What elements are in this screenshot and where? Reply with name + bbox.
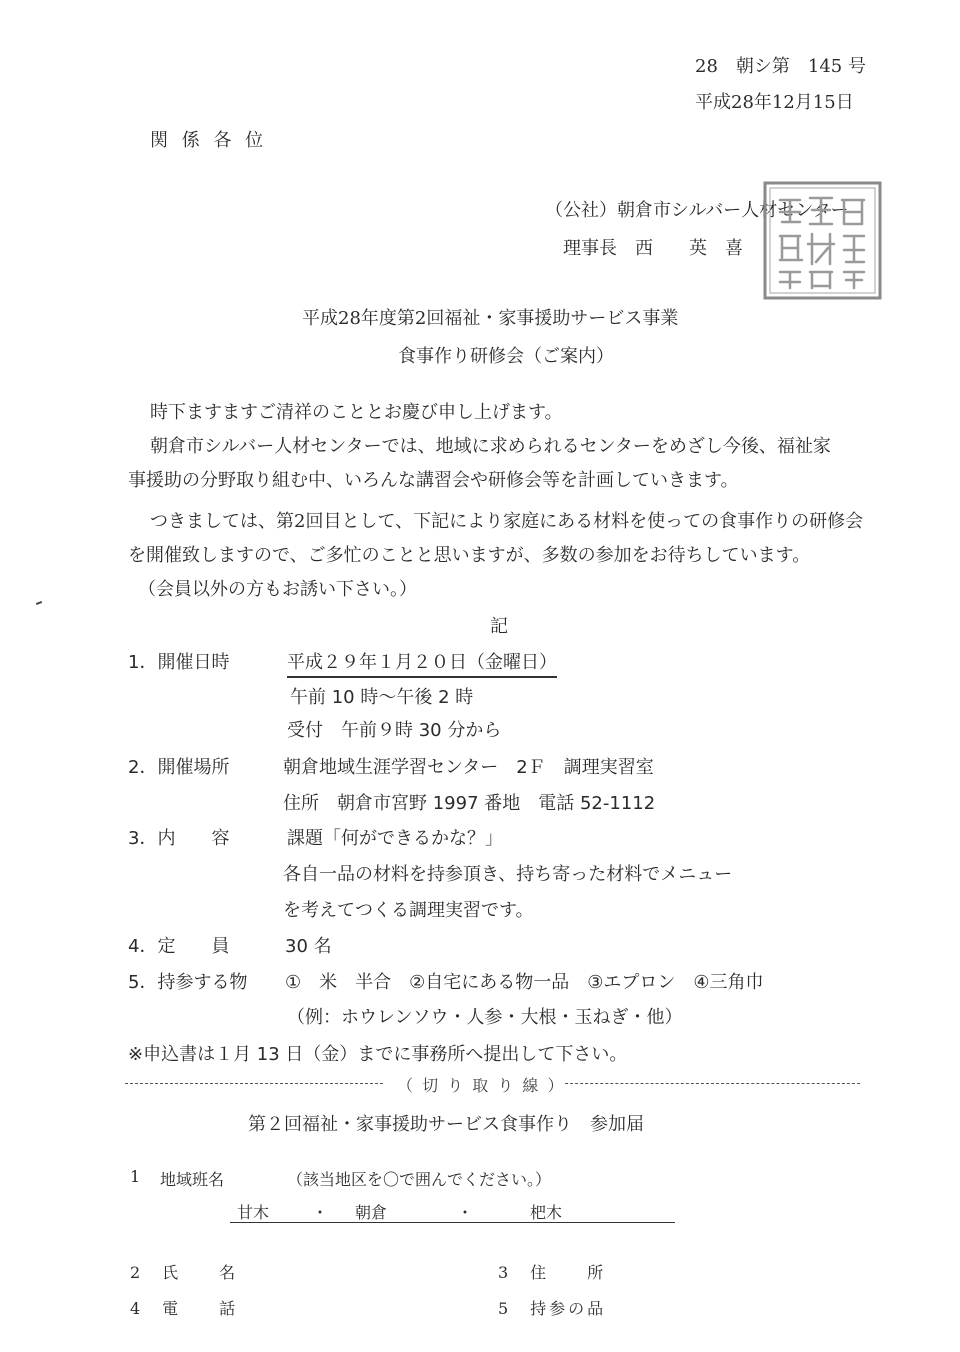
intro-paragraph-line2: 事援助の分野取り組む中、いろんな講習会や研修会等を計画していきます。 [128,470,739,491]
sender-title: 理事長 西 英 喜 [563,238,743,259]
region-option-amagi[interactable]: 甘木 [237,1203,270,1222]
form-field1-note: （該当地区を〇で囲んでください。） [287,1170,552,1189]
form-title: 第２回福祉・家事援助サービス食事作り 参加届 [248,1114,644,1135]
form-field-item[interactable]: 5 持参の品 [498,1299,607,1318]
item3-label: 3．内 容 [128,828,230,849]
item3-description-line2: を考えてつくる調理実習です。 [283,900,534,921]
scan-speck [36,601,42,605]
item1-date: 平成２９年１月２０日（金曜日） [287,648,557,678]
cut-line [125,1070,860,1098]
region-separator: ・ [312,1203,329,1222]
item5-example: （例：ホウレンソウ・人参・大根・玉ねぎ・他） [287,1007,683,1028]
document-date: 平成28年12月15日 [695,92,854,113]
invitation-note: （会員以外の方もお誘い下さい。） [138,579,417,600]
addressee: 関 係 各 位 [150,130,268,151]
item4-label: 4．定 員 [128,936,230,957]
region-option-haki[interactable]: 杷木 [530,1203,563,1222]
form-field-phone[interactable]: 4 電 話 [130,1299,239,1318]
item2-label: 2．開催場所 [128,757,230,778]
item1-time: 午前 10 時～午後 2 時 [290,687,474,708]
item4-capacity: 30 名 [285,936,332,957]
region-option-asakura[interactable]: 朝倉 [355,1203,388,1222]
invitation-paragraph-line2: を開催致しますので、ご多忙のことと思いますが、多数の参加をお待ちしています。 [128,545,811,566]
form-field-name[interactable]: 2 氏 名 [130,1263,239,1282]
item1-label: 1．開催日時 [128,652,230,673]
document-number: 28 朝シ第 145 号 [695,56,866,77]
region-separator: ・ [457,1203,474,1222]
item2-place: 朝倉地域生涯学習センター 2Ｆ 調理実習室 [283,757,654,778]
application-deadline: ※申込書は１月 13 日（金）までに事務所へ提出して下さい。 [128,1044,628,1065]
greeting-paragraph: 時下ますますご清祥のこととお慶び申し上げます。 [150,402,563,423]
intro-paragraph-line1: 朝倉市シルバー人材センターでは、地域に求められるセンターをめざし今後、福祉家 [150,436,831,457]
form-field1-label: 地域班名 [160,1170,225,1189]
seal-icon [760,178,885,303]
form-field1-number: 1 [130,1167,141,1186]
item3-topic: 課題「何ができるかな？」 [287,828,503,849]
official-seal [760,178,885,303]
item1-reception: 受付 午前９時 30 分から [287,720,502,741]
item3-description-line1: 各自一品の材料を持参頂き、持ち寄った材料でメニュー [283,864,733,885]
ki-marker: 記 [490,616,508,637]
cut-line-label: （ 切 り 取 り 線 ） [397,1076,566,1095]
form-field-address[interactable]: 3 住 所 [498,1263,607,1282]
invitation-paragraph-line1: つきましては、第2回目として、下記により家庭にある材料を使っての食事作りの研修会 [150,511,864,532]
item2-address: 住所 朝倉市宮野 1997 番地 電話 52-1112 [283,793,656,814]
sender-organization: （公社）朝倉市シルバー人材センター [545,200,849,221]
item5-label: 5．持参する物 [128,972,248,993]
notice-title-line2: 食事作り研修会（ご案内） [398,346,614,367]
region-underline [230,1222,675,1223]
notice-title-line1: 平成28年度第2回福祉・家事援助サービス事業 [302,308,679,329]
item5-belongings: ① 米 半合 ②自宅にある物一品 ③エプロン ④三角巾 [285,972,764,993]
